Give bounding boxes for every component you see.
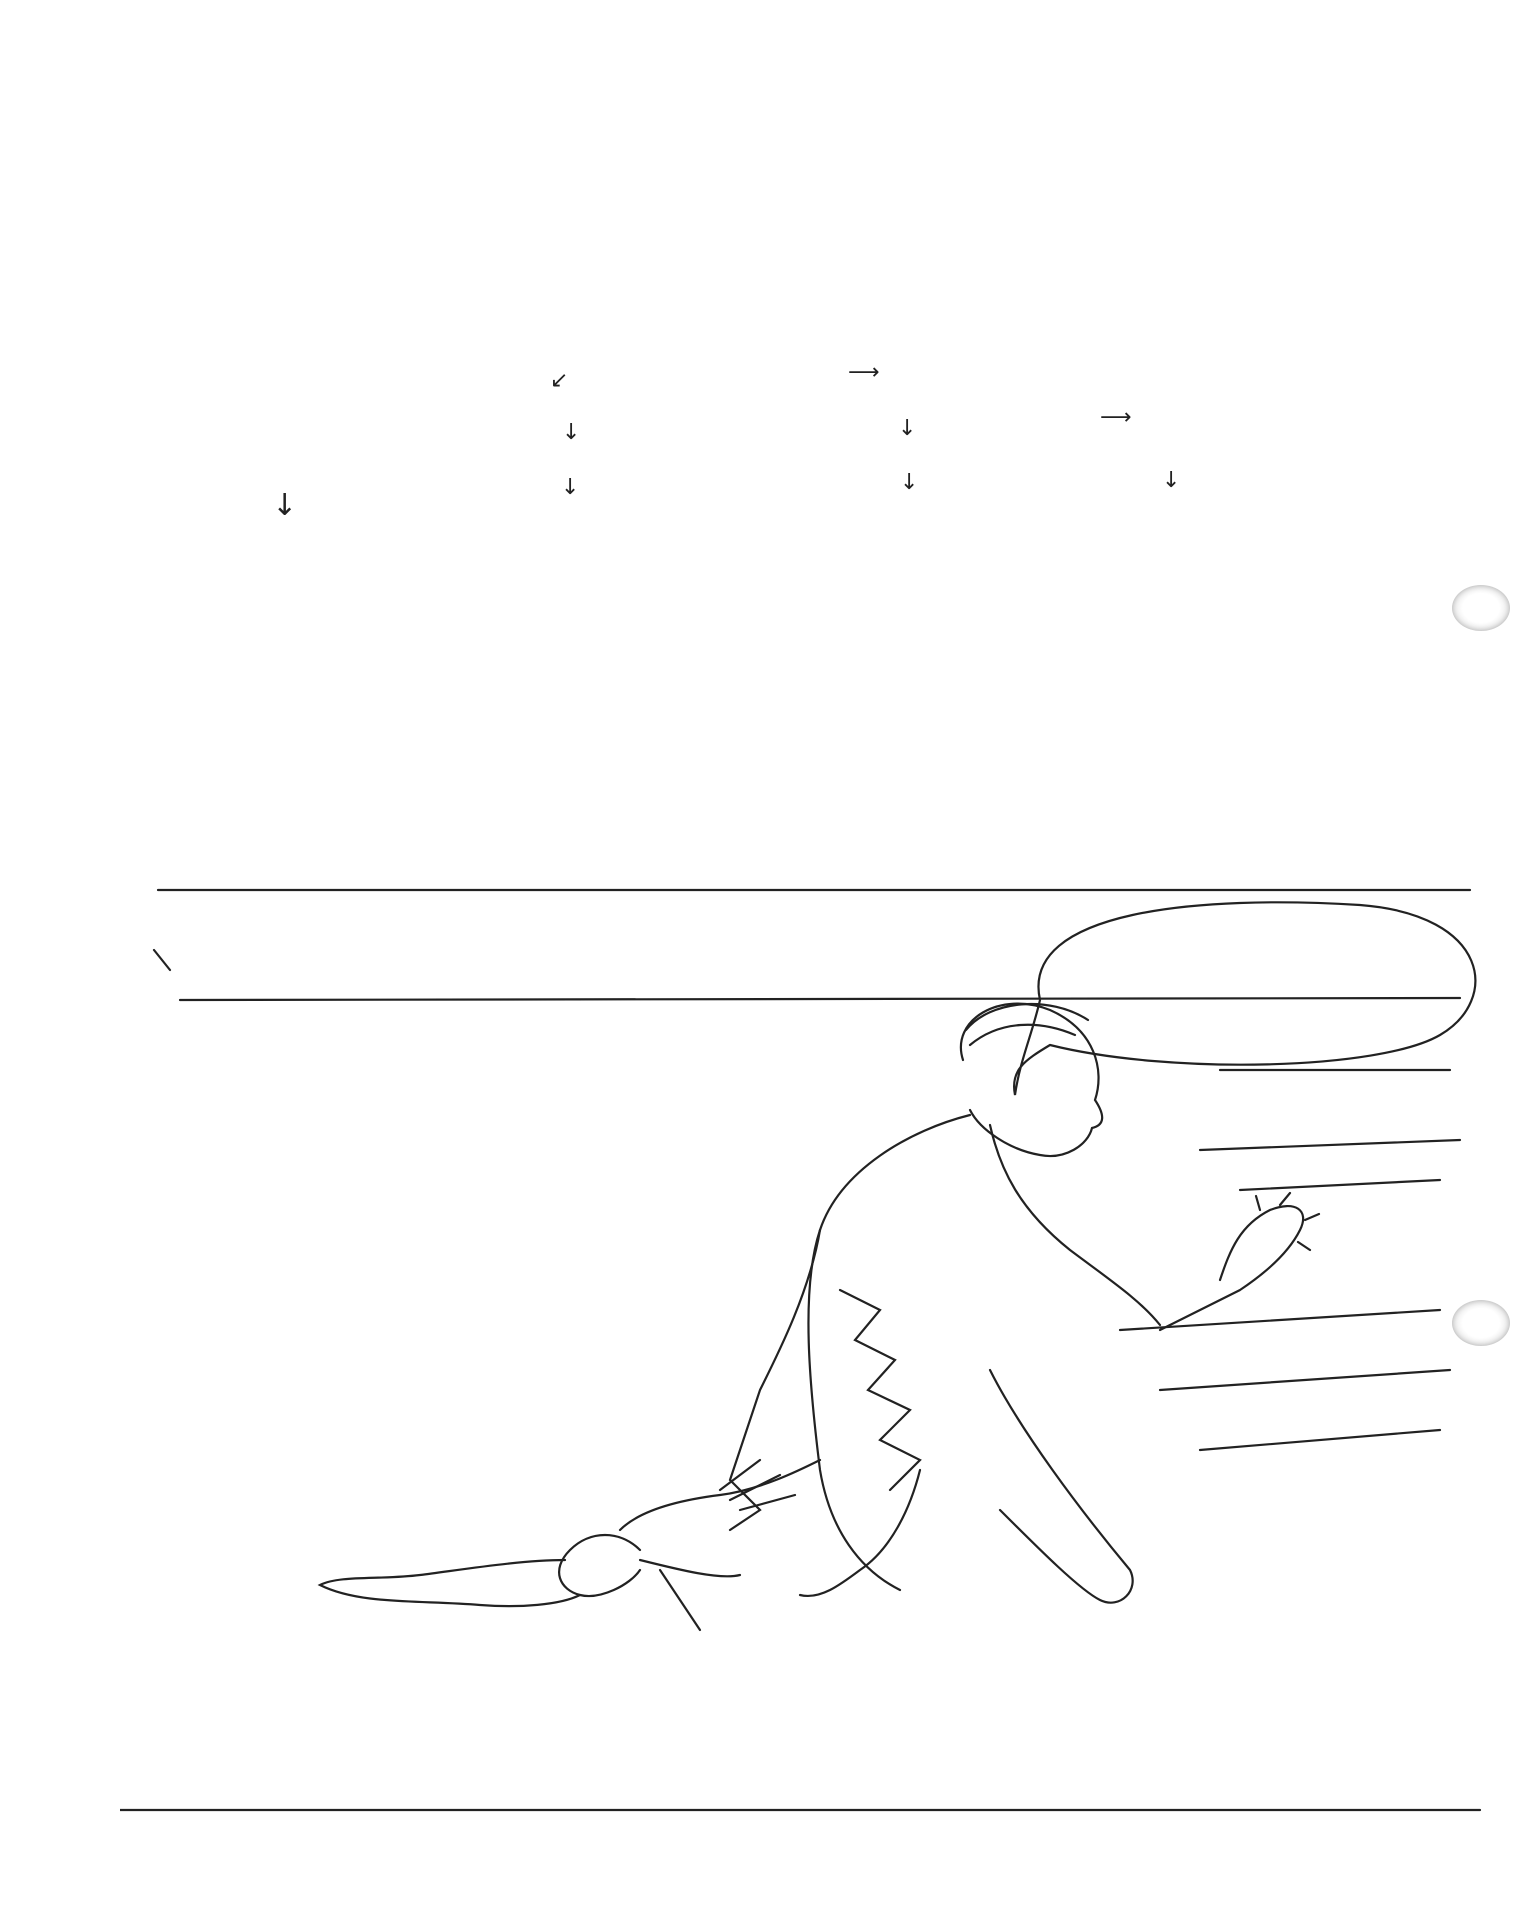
- arrow-icon: ↓: [561, 475, 580, 500]
- arrow-icon: ↓: [1162, 468, 1181, 493]
- cartoon-illustration: [120, 870, 1500, 1900]
- arrow-icon: ↓: [272, 488, 298, 523]
- arrow-icon: ↓: [898, 416, 917, 441]
- arrow-icon: ⟶: [848, 360, 880, 385]
- arrow-icon: ↙: [550, 368, 569, 393]
- punch-hole: [1452, 585, 1510, 631]
- arrow-icon: ↓: [562, 420, 581, 445]
- arrow-icon: ↓: [900, 470, 919, 495]
- arrow-icon: ⟶: [1100, 405, 1132, 430]
